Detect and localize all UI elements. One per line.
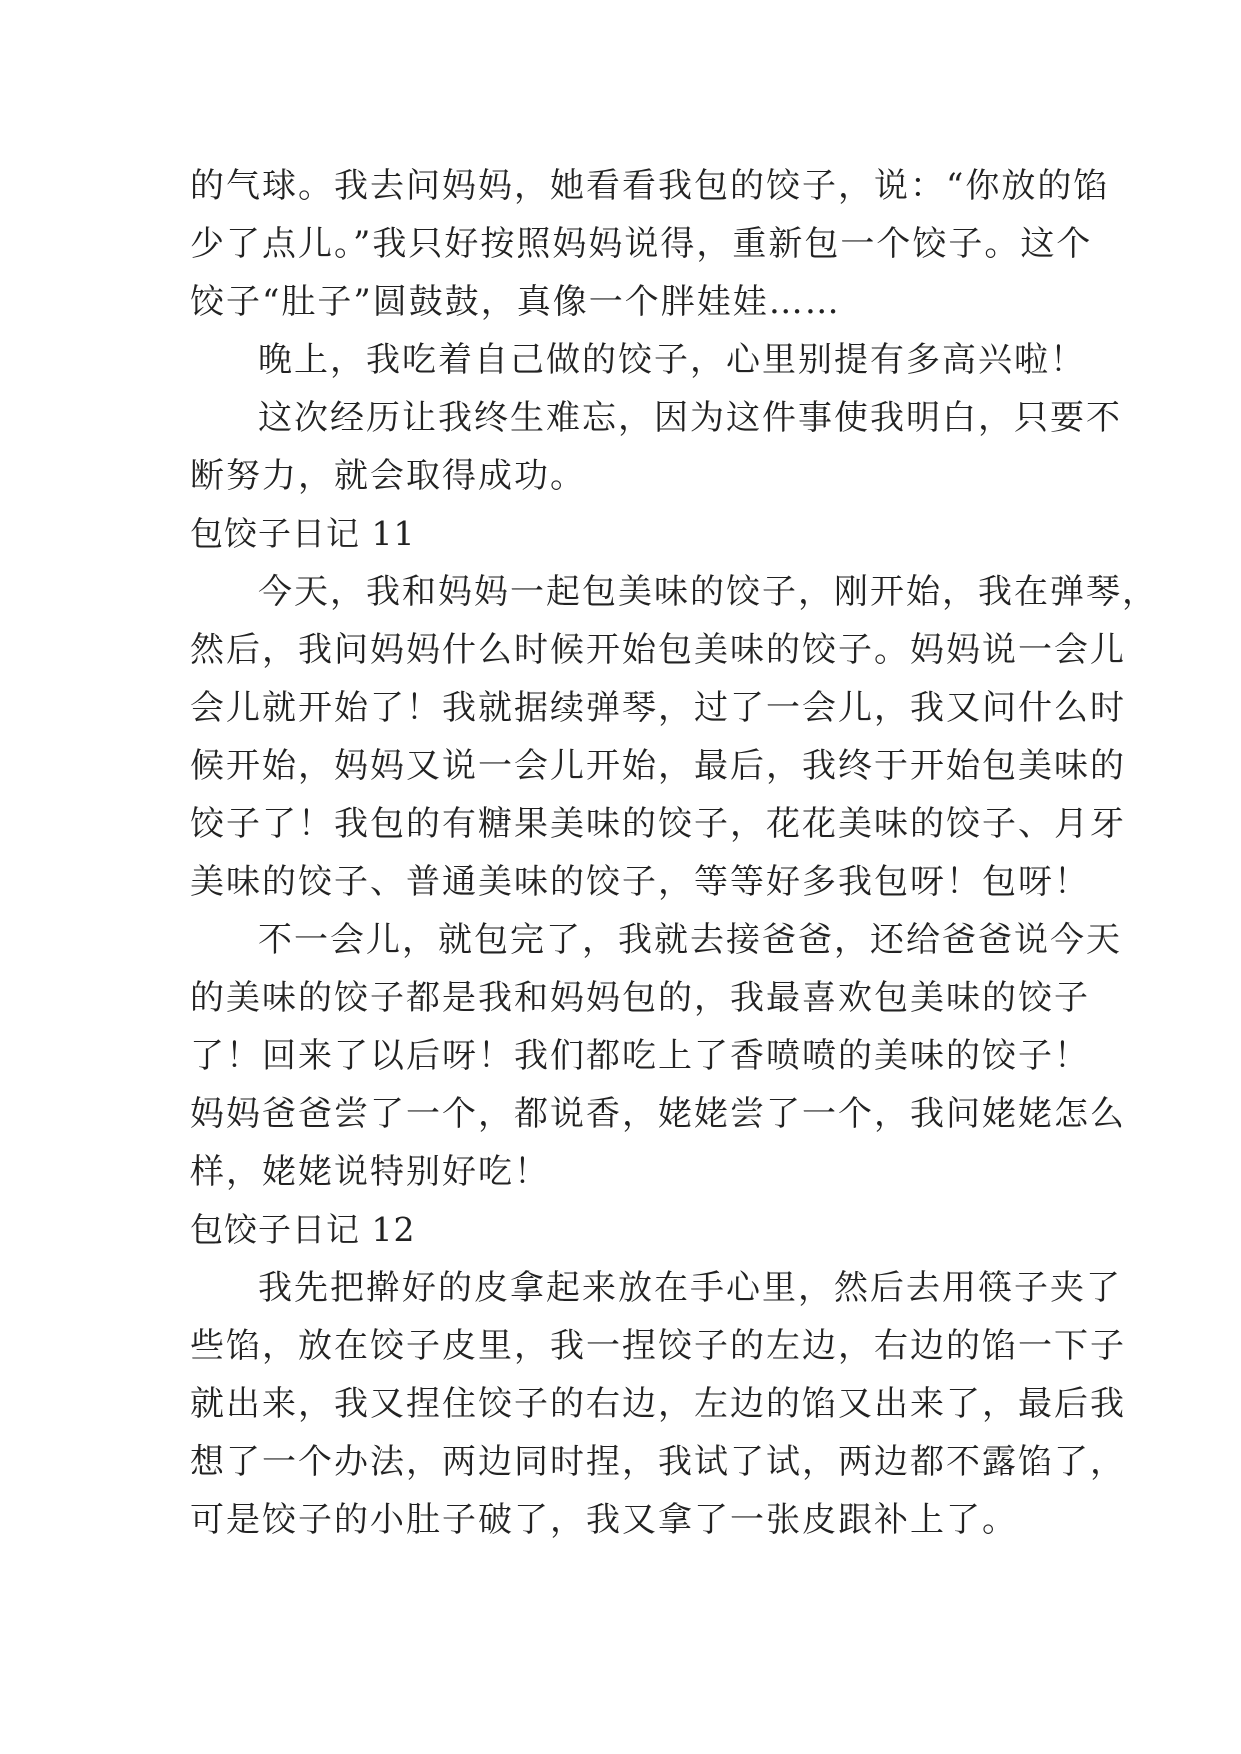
text-line: 美味的饺子、普通美味的饺子，等等好多我包呀！包呀！	[190, 862, 1090, 902]
text-line: 饺子了！我包的有糖果美味的饺子，花花美味的饺子、月牙	[190, 804, 1126, 844]
text-line: 会儿就开始了！我就据续弹琴，过了一会儿，我又问什么时	[190, 688, 1126, 728]
paragraph-balloon	[190, 157, 1110, 331]
paragraph-wrapping	[190, 1259, 1126, 1549]
text-line: 然后，我问妈妈什么时候开始包美味的饺子。妈妈说一会儿	[190, 630, 1126, 670]
document-body	[190, 157, 1158, 1549]
text-line: 断努力，就会取得成功。	[190, 456, 586, 496]
text-line: 饺子“肚子”圆鼓鼓，真像一个胖娃娃……	[190, 282, 841, 322]
text-line: 可是饺子的小肚子破了，我又拿了一张皮跟补上了。	[190, 1500, 1018, 1540]
paragraph-finished	[190, 911, 1126, 1201]
text-line: 的气球。我去问妈妈，她看看我包的饺子，说：“你放的馅	[190, 166, 1110, 206]
paragraph-lesson	[190, 389, 1122, 505]
text-line: 我先把擀好的皮拿起来放在手心里，然后去用筷子夹了	[258, 1268, 1122, 1308]
text-line: 就出来，我又捏住饺子的右边，左边的馅又出来了，最后我	[190, 1384, 1126, 1424]
text-line: 想了一个办法，两边同时捏，我试了试，两边都不露馅了，	[190, 1442, 1126, 1482]
text-line: 了！回来了以后呀！我们都吃上了香喷喷的美味的饺子！	[190, 1036, 1090, 1076]
text-line: 候开始，妈妈又说一会儿开始，最后，我终于开始包美味的	[190, 746, 1126, 786]
text-line: 少了点儿。”我只好按照妈妈说得，重新包一个饺子。这个	[190, 224, 1093, 264]
text-line: 些馅，放在饺子皮里，我一捏饺子的左边，右边的馅一下子	[190, 1326, 1126, 1366]
text-line: 晚上，我吃着自己做的饺子，心里别提有多高兴啦！	[258, 340, 1086, 380]
paragraph-today	[190, 563, 1158, 911]
text-line: 的美味的饺子都是我和妈妈包的，我最喜欢包美味的饺子	[190, 978, 1090, 1018]
diary-heading-11: 包饺子日记 11	[190, 514, 416, 553]
text-line: 样，姥姥说特别好吃！	[190, 1152, 550, 1192]
text-line: 这次经历让我终生难忘，因为这件事使我明白，只要不	[258, 398, 1122, 438]
text-line: 妈妈爸爸尝了一个，都说香，姥姥尝了一个，我问姥姥怎么	[190, 1094, 1126, 1134]
diary-heading-12: 包饺子日记 12	[190, 1210, 416, 1249]
text-line: 今天，我和妈妈一起包美味的饺子，刚开始，我在弹琴，	[258, 572, 1158, 612]
paragraph-evening	[190, 331, 1086, 389]
text-line: 不一会儿，就包完了，我就去接爸爸，还给爸爸说今天	[258, 920, 1122, 960]
